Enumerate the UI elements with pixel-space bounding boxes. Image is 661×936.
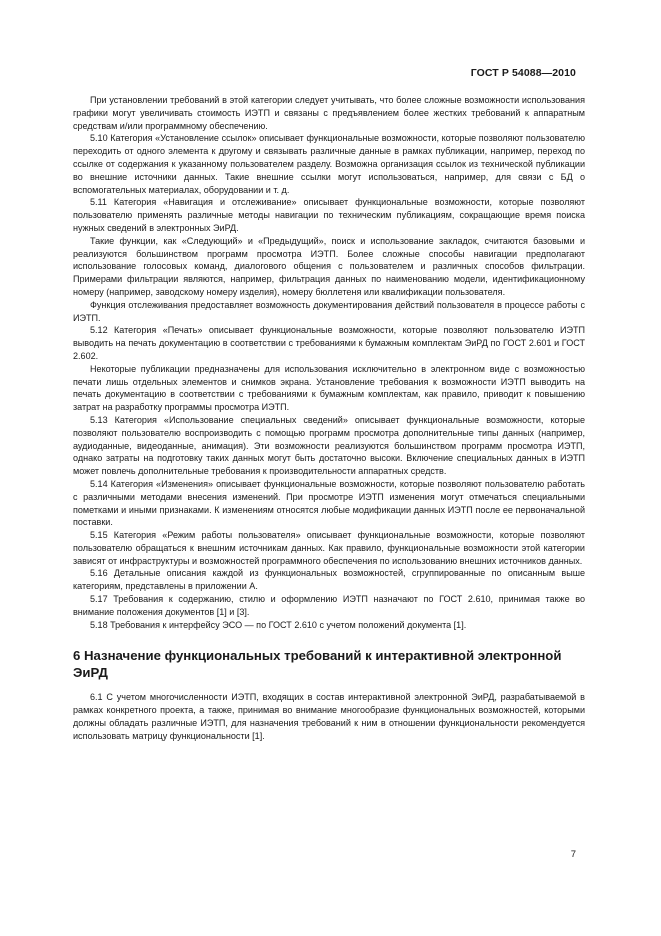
paragraph-5-16: 5.16 Детальные описания каждой из функциональных возможностей, сгруппированные по описанным выше категориям, представлены в приложении А. (73, 568, 585, 592)
paragraph-tracking-function: Функция отслеживания предоставляет возможность документирования действий пользователя в процессе работы с ИЭТП. (73, 299, 585, 323)
paragraph-5-13: 5.13 Категория «Использование специальных сведений» описывает функциональные возможности, которые позволяют пользователю воспроизводить с помощью программ просмотра дополнительные типы данных (например, аудиоданные, видеоданные, анимация). Эти возможности реализуются большинством программ просмотра ИЭТП, однако затраты на подготовку таких данных могут быть достаточно высоки. Включение специальных данных в ИЭТП может повлечь дополнительные требования к производительности аппаратных средств. (73, 414, 585, 477)
paragraph-5-14: 5.14 Категория «Изменения» описывает функциональные возможности, которые позволяют пользователю работать с различными методами внесения изменений. При просмотре ИЭТП изменения могут отмечаться специальными пометками и иными признаками. К изменениям относятся любые модификации данных ИЭТП после ее первоначальной поставки. (73, 478, 585, 528)
document-body (73, 94, 585, 743)
section-6-title: 6 Назначение функциональных требований к интерактивной электронной ЭиРД (73, 648, 562, 681)
paragraph-5-17: 5.17 Требования к содержанию, стилю и оформлению ИЭТП назначают по ГОСТ 2.610, принимая также во внимание положения документов [1] и [3]. (73, 594, 585, 617)
paragraph-6-1: 6.1 С учетом многочисленности ИЭТП, входящих в состав интерактивной электронной ЭиРД, разрабатываемой в рамках конкретного проекта, а также, принимая во внимание многообразие функциональных возможностей, которыми должны обладать различные ИЭТП, для назначения требований к ним в отношении функциональности рекомендуется использовать матрицу функциональности [1]. (73, 692, 585, 741)
paragraph-5-18: 5.18 Требования к интерфейсу ЭСО — по ГОСТ 2.610 с учетом положений документа [1]. (90, 619, 467, 630)
paragraph-5-15: 5.15 Категория «Режим работы пользователя» описывает функциональные возможности, которые позволяют пользователю обращаться к внешним источникам данных. Как правило, функциональные возможности этой категории зависят от инфраструктуры и возможностей программного обеспечения по использованию внешних источников данных. (73, 530, 585, 566)
paragraph-electronic-only-publications: Некоторые публикации предназначены для использования исключительно в электронном виде с возможностью печати лишь отдельных элементов и снимков экрана. Установление требования к возможности ИЭТП выводить на печать документацию в соответствии с требованиями к бумажным комплектам, как правило, приводит к повышению затрат на разработку программы просмотра ИЭТП. (73, 363, 585, 413)
paragraph-5-10: 5.10 Категория «Установление ссылок» описывает функциональные возможности, которые позволяют пользователю переходить от одного элемента к другому и связывать различные данные в рамках публикации, например, переход по ссылке от содержания к указанному пользователем разделу. Возможна организация ссылок из технической публикации во внешние источники данных. Такие внешние ссылки могут использоваться, например, для связи с БД о вспомогательных материалах, оборудовании и т. д. (73, 133, 585, 195)
paragraph-navigation-functions: Такие функции, как «Следующий» и «Предыдущий», поиск и использование закладок, считаются базовыми и реализуются большинством программ просмотра ИЭТП. Более сложные способы навигации предполагают использование голосовых команд, диалогового общения с пользователем и различных способов фильтрации. Примерами фильтрации являются, например, фильтрация данных по наименованию модели, идентификационному номеру (например, заводскому номеру изделия), номеру бюллетеня или квалификации пользователя. (73, 235, 585, 297)
paragraph-graphics-note: При установлении требований в этой категории следует учитывать, что более сложные возможности использования графики могут увеличивать стоимость ИЭТП и связаны с предъявлением более жестких требований к аппаратным средствам и/или программному обеспечению. (73, 95, 585, 131)
page-number: 7 (570, 849, 576, 860)
paragraph-5-12: 5.12 Категория «Печать» описывает функциональные возможности, которые позволяют пользователю ИЭТП выводить на печать документацию в соответствии с требованиями к бумажным комплектам ЭиРД по ГОСТ 2.601 и ГОСТ 2.602. (73, 325, 585, 361)
document-code-header: ГОСТ Р 54088—2010 (470, 67, 576, 79)
paragraph-5-11: 5.11 Категория «Навигация и отслеживание» описывает функциональные возможности, которые позволяют пользователю применять различные методы навигации по техническим публикациям, сокращающие время поиска нужных сведений в электронных ЭиРД. (73, 197, 585, 233)
